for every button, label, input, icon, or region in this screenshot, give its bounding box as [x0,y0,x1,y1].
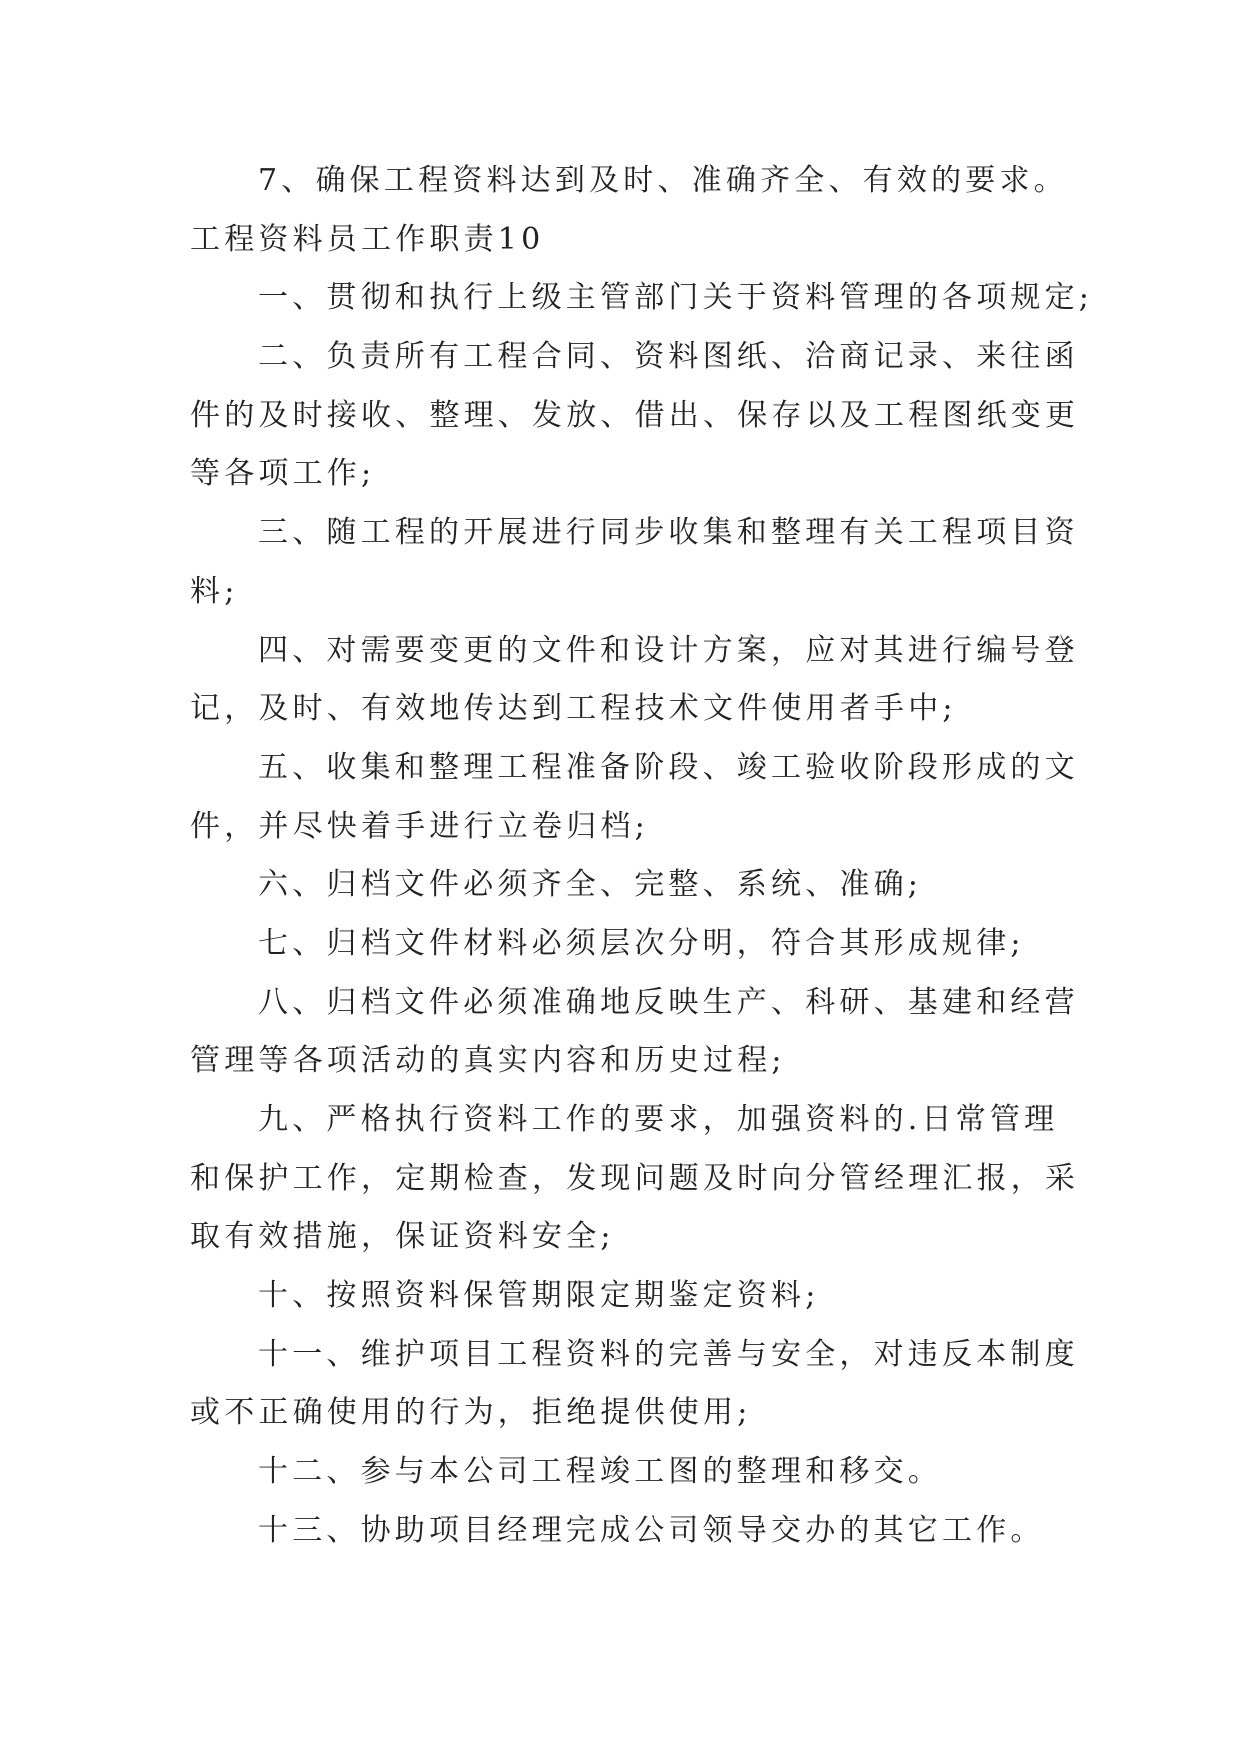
paragraph-line: 八、归档文件必须准确地反映生产、科研、基建和经营 [258,984,1079,1020]
section-heading: 工程资料员工作职责10 [190,221,545,257]
paragraph-line: 管理等各项活动的真实内容和历史过程; [190,1043,786,1079]
paragraph-line: 记，及时、有效地传达到工程技术文件使用者手中; [190,691,957,727]
paragraph-line: 件的及时接收、整理、发放、借出、保存以及工程图纸变更 [190,397,1080,433]
paragraph-line: 十一、维护项目工程资料的完善与安全，对违反本制度 [258,1336,1079,1372]
paragraph-line: 十二、参与本公司工程竣工图的整理和移交。 [258,1454,942,1490]
paragraph-line: 或不正确使用的行为，拒绝提供使用; [190,1395,752,1431]
paragraph-line: 一、贯彻和执行上级主管部门关于资料管理的各项规定; [258,280,1094,316]
paragraph-line: 十、按照资料保管期限定期鉴定资料; [258,1278,820,1314]
paragraph-line: 七、归档文件材料必须层次分明，符合其形成规律; [258,925,1025,961]
document-page [190,152,1094,1561]
paragraph-line: 7、确保工程资料达到及时、准确齐全、有效的要求。 [258,163,1068,198]
paragraph-line: 五、收集和整理工程准备阶段、竣工验收阶段形成的文 [258,749,1079,785]
paragraph-line: 十三、协助项目经理完成公司领导交办的其它工作。 [258,1512,1045,1548]
paragraph-line: 件，并尽快着手进行立卷归档; [190,808,649,844]
paragraph-line: 和保护工作，定期检查，发现问题及时向分管经理汇报，采 [190,1160,1080,1196]
paragraph-line: 等各项工作; [190,456,376,492]
paragraph-line: 六、归档文件必须齐全、完整、系统、准确; [258,867,923,903]
paragraph-line: 三、随工程的开展进行同步收集和整理有关工程项目资 [258,515,1079,551]
paragraph-line: 四、对需要变更的文件和设计方案，应对其进行编号登 [258,632,1079,668]
paragraph-line: 二、负责所有工程合同、资料图纸、洽商记录、来往函 [258,339,1079,375]
paragraph-line: 取有效措施，保证资料安全; [190,1219,615,1255]
paragraph-line: 料; [190,573,239,609]
paragraph-line: 九、严格执行资料工作的要求，加强资料的.日常管理 [258,1102,1059,1137]
